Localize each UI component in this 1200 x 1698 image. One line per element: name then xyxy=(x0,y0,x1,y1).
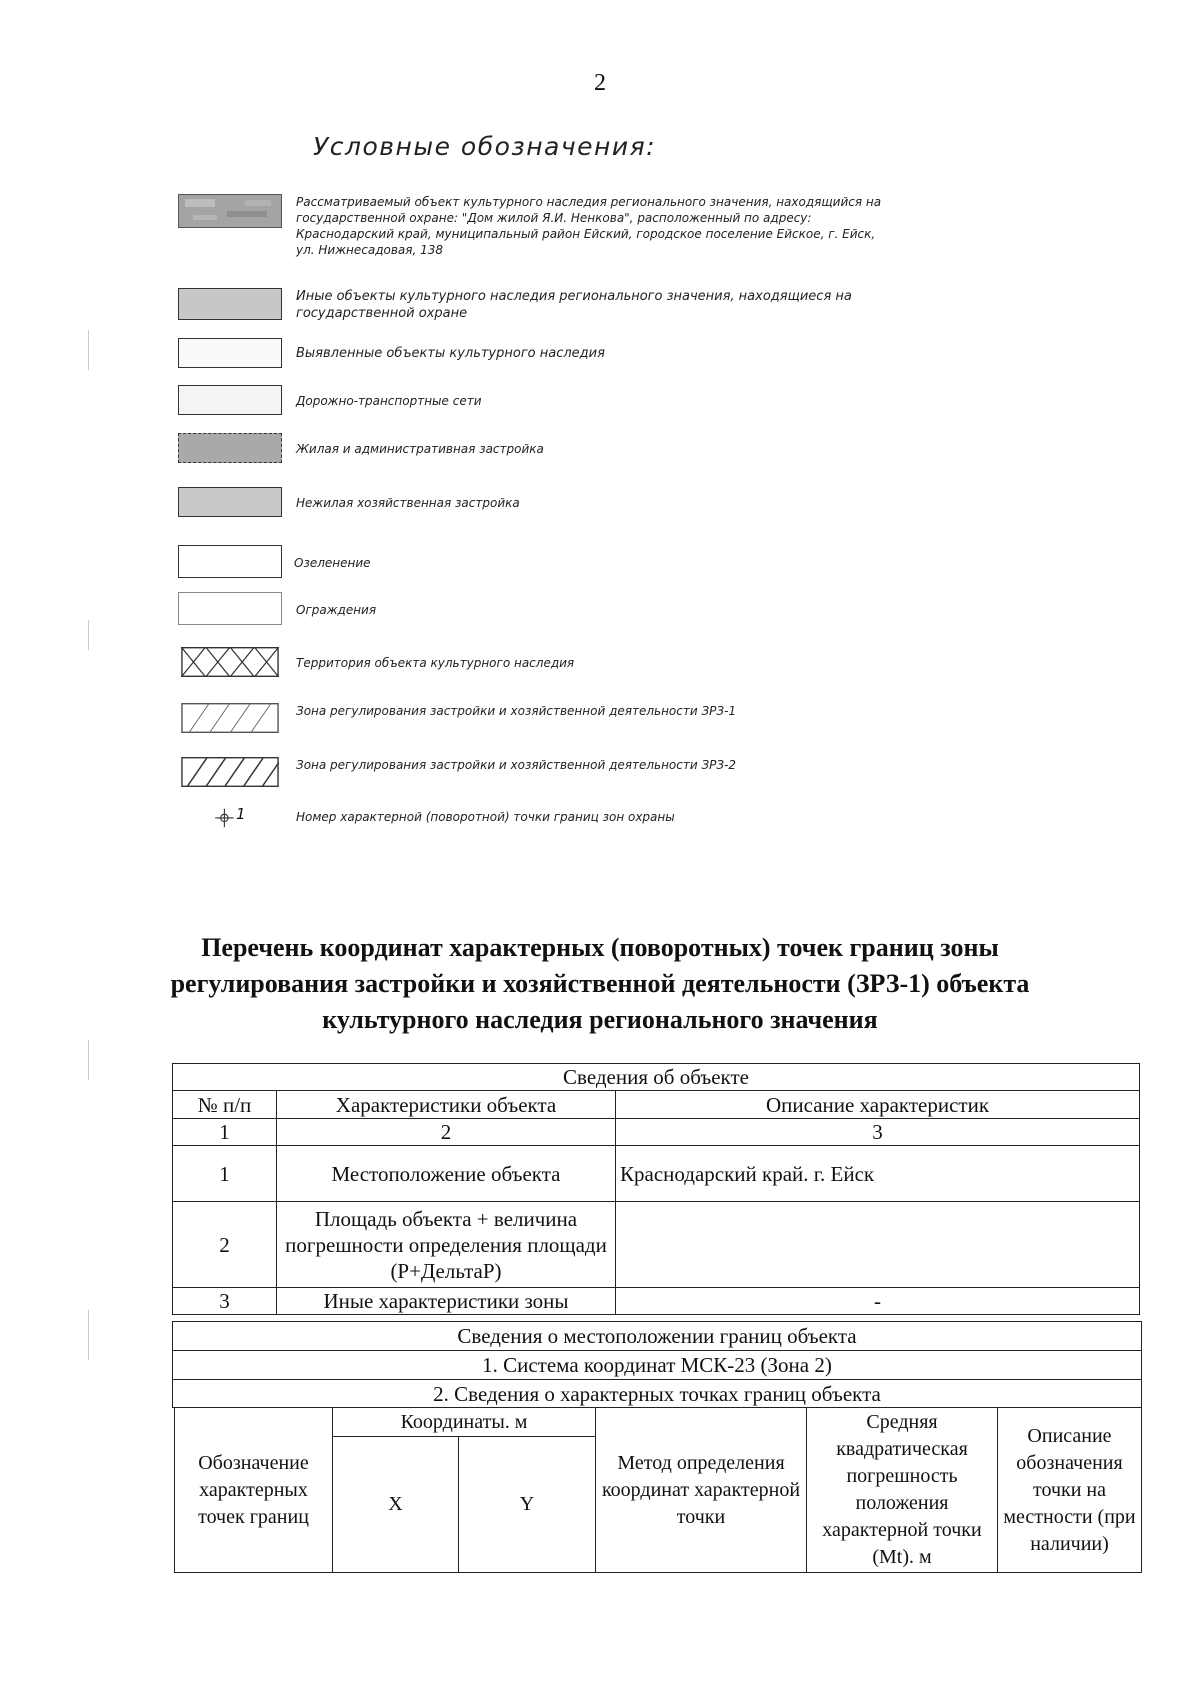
table-title: Перечень координат характерных (поворотных) точек границ зоны регулирования застройки и хозяйственной деятельности (ЗРЗ-1) объекта культурного наследия регионального значения xyxy=(170,933,1030,1034)
table-row xyxy=(173,1288,1140,1315)
column-header: Характеристики объекта xyxy=(277,1091,616,1119)
legend-text: Выявленные объекты культурного наследия xyxy=(296,346,605,361)
location-section-table xyxy=(172,1321,1142,1408)
row-number: 3 xyxy=(173,1288,277,1315)
col-designation: Обозначение характерных точек границ xyxy=(175,1408,333,1573)
legend-text: Жилая и административная застройка xyxy=(296,442,544,456)
margin-mark xyxy=(88,1040,89,1080)
swatch-white xyxy=(178,338,282,368)
section-header: Сведения об объекте xyxy=(173,1064,1140,1091)
column-header: Описание характеристик xyxy=(616,1091,1140,1119)
column-number: 1 xyxy=(173,1119,277,1146)
row-characteristic: Площадь объекта + величина погрешности определения площади (P+ДельтаР) xyxy=(277,1202,616,1288)
legend-text: Дорожно-транспортные сети xyxy=(296,394,482,408)
legend-text: Озеленение xyxy=(294,556,371,570)
object-info-table xyxy=(172,1063,1140,1315)
legend-text: Иные объекты культурного наследия регионального значения, находящиеся на государственной охране xyxy=(296,289,852,321)
legend-text: Ограждения xyxy=(296,603,377,617)
hatch-thin-icon xyxy=(178,703,282,733)
swatch-white xyxy=(178,592,282,625)
points-header: 2. Сведения о характерных точках границ объекта xyxy=(173,1380,1142,1408)
row-characteristic: Иные характеристики зоны xyxy=(277,1288,616,1315)
col-method: Метод определения координат характерной точки xyxy=(596,1408,807,1573)
row-number: 2 xyxy=(173,1202,277,1288)
legend-text: Территория объекта культурного наследия xyxy=(296,656,575,670)
hatch-thick-icon xyxy=(178,757,282,787)
legend-text: Зона регулирования застройки и хозяйственной деятельности ЗРЗ-1 xyxy=(296,704,737,718)
row-number: 1 xyxy=(173,1146,277,1202)
col-description: Описание обозначения точки на местности (при наличии) xyxy=(998,1408,1142,1573)
page-number: 2 xyxy=(594,70,606,96)
legend-text: Номер характерной (поворотной) точки границ зон охраны xyxy=(296,810,675,824)
location-header: Сведения о местоположении границ объекта xyxy=(173,1322,1142,1351)
speckle-texture-icon xyxy=(179,195,281,227)
table-row xyxy=(173,1146,1140,1202)
row-characteristic: Местоположение объекта xyxy=(277,1146,616,1202)
col-x: X xyxy=(333,1437,459,1573)
margin-mark xyxy=(88,1310,89,1360)
margin-mark xyxy=(88,620,89,650)
swatch-grey xyxy=(178,288,282,320)
row-description: Краснодарский край. г. Ейск xyxy=(616,1146,1140,1202)
coordinate-system: 1. Система координат МСК-23 (Зона 2) xyxy=(173,1351,1142,1380)
swatch-grey xyxy=(178,487,282,517)
cross-hatch-icon xyxy=(178,647,282,677)
margin-mark xyxy=(88,330,89,370)
point-marker-label: 1 xyxy=(236,805,246,823)
coordinates-table xyxy=(174,1407,1142,1573)
swatch-light xyxy=(178,385,282,415)
col-y: Y xyxy=(459,1437,596,1573)
row-description xyxy=(616,1202,1140,1288)
column-header: № п/п xyxy=(173,1091,277,1119)
column-number: 2 xyxy=(277,1119,616,1146)
legend-text: Нежилая хозяйственная застройка xyxy=(296,496,520,510)
row-description: - xyxy=(616,1288,1140,1315)
column-number: 3 xyxy=(616,1119,1140,1146)
legend-text: Рассматриваемый объект культурного наследия регионального значения, находящийся на государственной охране: "Дом жилой Я.И. Ненкова", расположенный по адресу: Краснодарский край, муниципальный район Ейский, городское поселение Ейское, г. Ейск, ул. Нижнесадовая, 138 xyxy=(296,195,882,257)
swatch-dotted-grey xyxy=(178,433,282,463)
swatch-dark-grey xyxy=(178,194,282,228)
legend-text: Зона регулирования застройки и хозяйственной деятельности ЗРЗ-2 xyxy=(296,758,737,772)
col-error: Средняя квадратическая погрешность положения характерной точки (Mt). м xyxy=(807,1408,998,1573)
swatch-white xyxy=(178,545,282,578)
table-row xyxy=(173,1202,1140,1288)
legend-title: Условные обозначения: xyxy=(313,132,657,161)
col-coordinates: Координаты. м xyxy=(333,1408,596,1437)
